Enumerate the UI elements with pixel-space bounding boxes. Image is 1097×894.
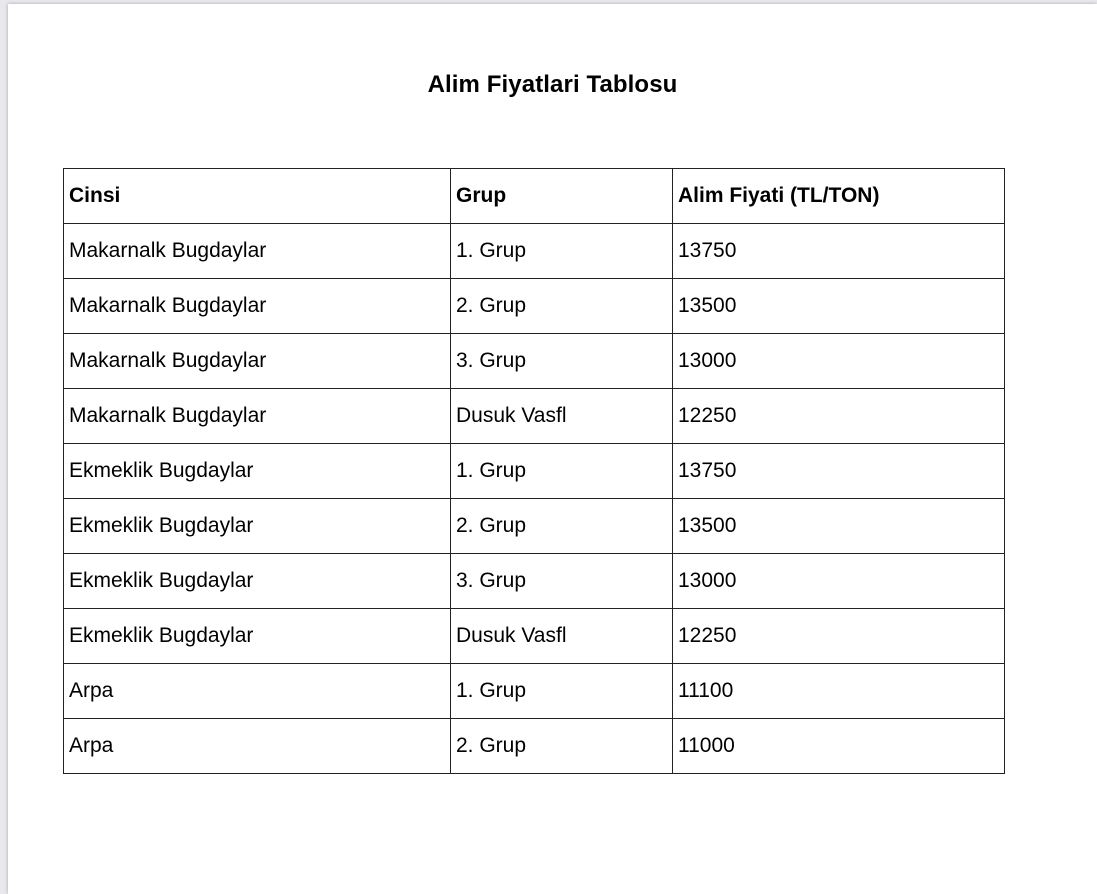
cell-cinsi: Makarnalk Bugdaylar [64,279,451,334]
table-row [64,224,1005,279]
cell-cinsi: Ekmeklik Bugdaylar [64,444,451,499]
cell-price: 11000 [673,719,1005,774]
table-row [64,389,1005,444]
table-header-row [64,169,1005,224]
cell-cinsi: Makarnalk Bugdaylar [64,334,451,389]
cell-grup: Dusuk Vasfl [451,389,673,444]
table-row [64,334,1005,389]
cell-price: 13000 [673,334,1005,389]
price-table [63,168,1005,774]
cell-grup: 2. Grup [451,719,673,774]
cell-cinsi: Makarnalk Bugdaylar [64,389,451,444]
column-header-cinsi: Cinsi [64,169,451,224]
cell-price: 13750 [673,444,1005,499]
table-row [64,444,1005,499]
cell-grup: 3. Grup [451,554,673,609]
cell-price: 13000 [673,554,1005,609]
cell-cinsi: Ekmeklik Bugdaylar [64,554,451,609]
cell-price: 13750 [673,224,1005,279]
page-title: Alim Fiyatlari Tablosu [427,71,678,98]
column-header-alim-fiyati: Alim Fiyati (TL/TON) [673,169,1005,224]
column-header-grup: Grup [451,169,673,224]
cell-cinsi: Ekmeklik Bugdaylar [64,609,451,664]
cell-grup: 2. Grup [451,499,673,554]
cell-grup: 1. Grup [451,444,673,499]
document-page [8,4,1097,894]
cell-grup: Dusuk Vasfl [451,609,673,664]
table-row [64,279,1005,334]
cell-price: 13500 [673,279,1005,334]
cell-cinsi: Makarnalk Bugdaylar [64,224,451,279]
cell-grup: 2. Grup [451,279,673,334]
cell-price: 12250 [673,609,1005,664]
table-row [64,719,1005,774]
cell-grup: 1. Grup [451,664,673,719]
table-row [64,609,1005,664]
table-row [64,499,1005,554]
cell-cinsi: Arpa [64,719,451,774]
cell-price: 13500 [673,499,1005,554]
cell-grup: 1. Grup [451,224,673,279]
cell-price: 12250 [673,389,1005,444]
table-row [64,664,1005,719]
cell-price: 11100 [673,664,1005,719]
cell-cinsi: Ekmeklik Bugdaylar [64,499,451,554]
cell-grup: 3. Grup [451,334,673,389]
table-row [64,554,1005,609]
cell-cinsi: Arpa [64,664,451,719]
